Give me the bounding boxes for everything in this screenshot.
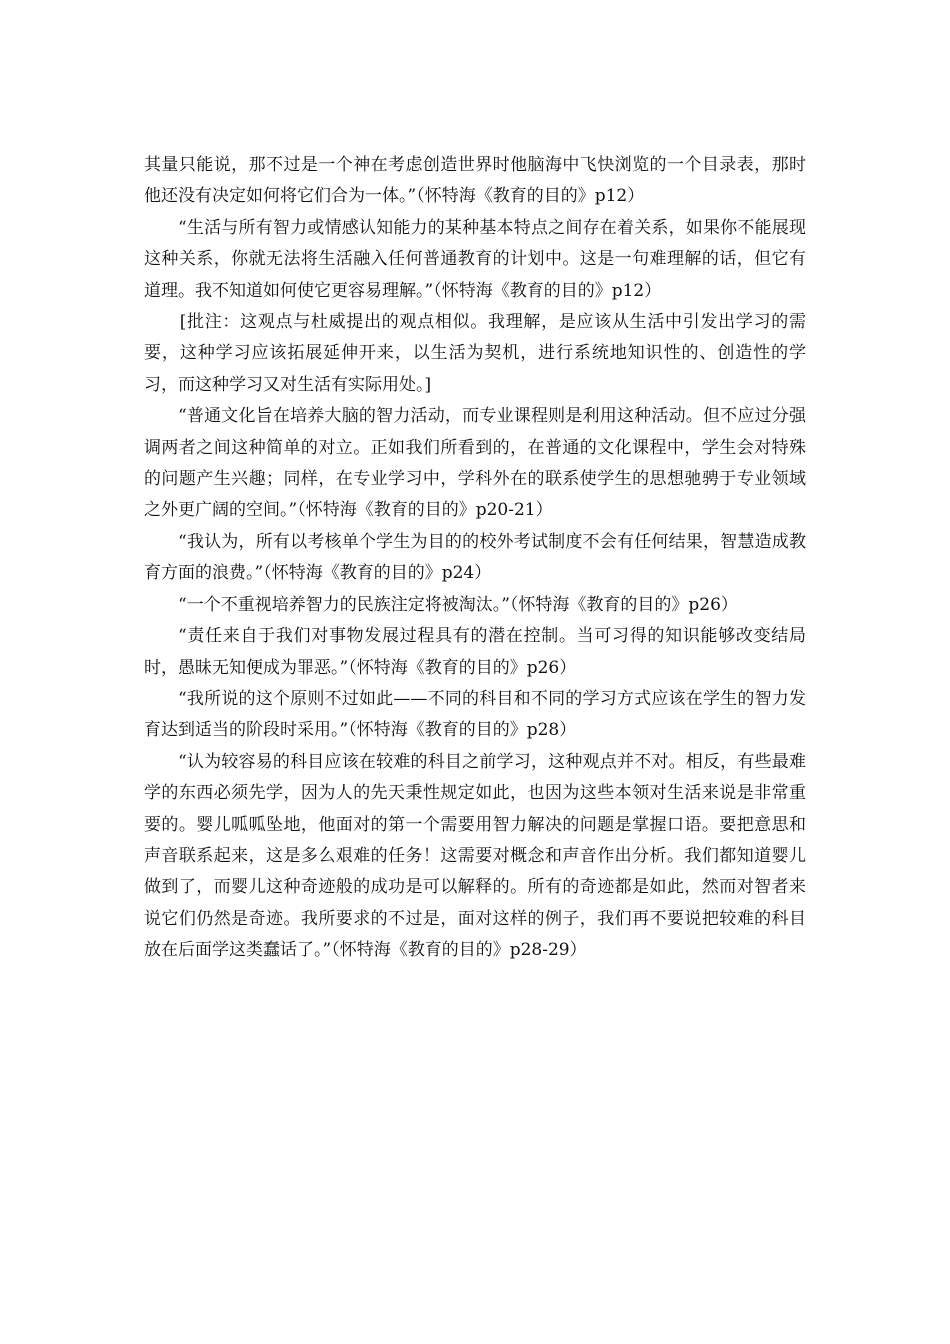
- quote-paragraph: “生活与所有智力或情感认知能力的某种基本特点之间存在着关系，如果你不能展现这种关系，你就无法将生活融入任何普通教育的计划中。这是一句难理解的话，但它有道理。我不知道如何使它更容易理解。”（怀特海《教育的目的》p12）: [144, 217, 806, 301]
- quote-paragraph: “认为较容易的科目应该在较难的科目之前学习，这种观点并不对。相反，有些最难学的东西必须先学，因为人的先天秉性规定如此，也因为这些本领对生活来说是非常重要的。婴儿呱呱坠地，他面对的第一个需要用智力解决的问题是掌握口语。要把意思和声音联系起来，这是多么艰难的任务！这需要对概念和声音作出分析。我们都知道婴儿做到了，而婴儿这种奇迹般的成功是可以解释的。所有的奇迹都是如此，然而对智者来说它们仍然是奇迹。我所要求的不过是，面对这样的例子，我们再不要说把较难的科目放在后面学这类蠢话了。”（怀特海《教育的目的》p28-29）: [144, 751, 806, 961]
- paragraph-continuation: 其量只能说，那不过是一个神在考虑创造世界时他脑海中飞快浏览的一个目录表，那时他还没有决定如何将它们合为一体。”（怀特海《教育的目的》p12）: [144, 155, 806, 207]
- quote-paragraph: “一个不重视培养智力的民族注定将被淘汰。”（怀特海《教育的目的》p26）: [178, 594, 738, 615]
- quote-paragraph: “责任来自于我们对事物发展过程具有的潜在控制。当可习得的知识能够改变结局时，愚昧无知便成为罪恶。”（怀特海《教育的目的》p26）: [144, 626, 806, 678]
- document-body: [144, 150, 806, 967]
- quote-paragraph: “我所说的这个原则不过如此——不同的科目和不同的学习方式应该在学生的智力发育达到适当的阶段时采用。”（怀特海《教育的目的》p28）: [144, 688, 806, 741]
- quote-paragraph: “我认为，所有以考核单个学生为目的的校外考试制度不会有任何结果，智慧造成教育方面的浪费。”（怀特海《教育的目的》p24）: [144, 531, 806, 584]
- quote-paragraph: “普通文化旨在培养大脑的智力活动，而专业课程则是利用这种活动。但不应过分强调两者之间这种简单的对立。正如我们所看到的，在普通的文化课程中，学生会对特殊的问题产生兴趣；同样，在专业学习中，学科外在的联系使学生的思想驰骋于专业领域之外更广阔的空间。”（怀特海《教育的目的》p20-21）: [144, 406, 806, 521]
- annotation-paragraph: [批注：这观点与杜威提出的观点相似。我理解，是应该从生活中引发出学习的需要，这种学习应该拓展延伸开来，以生活为契机，进行系统地知识性的、创造性的学习，而这种学习又对生活有实际用处。]: [144, 312, 806, 395]
